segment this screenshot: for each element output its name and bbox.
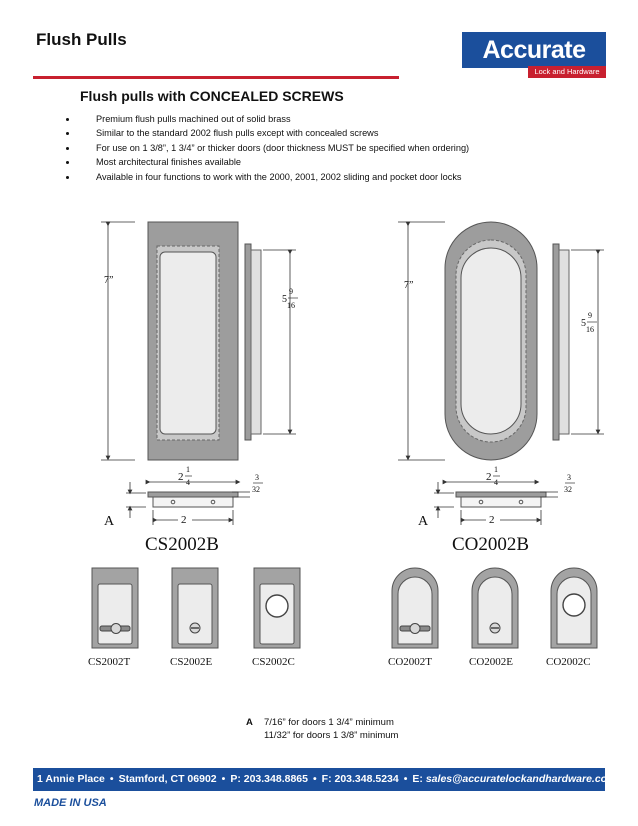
variant-label: CS2002E [170,656,213,668]
variant-label: CO2002C [546,656,591,668]
cs2002b-drawing [101,222,298,555]
cs2002c-thumb [252,568,300,668]
fax: F: 203.348.5234 [321,773,399,785]
feature-item: • Similar to the standard 2002 flush pulls except with concealed screws [78,126,598,140]
logo-tagline: Lock and Hardware [528,66,606,78]
feature-item: • Available in four functions to work with the 2000, 2001, 2002 sliding and pocket door locks [78,170,598,184]
email-link[interactable]: sales@accuratelockandhardware.com [425,773,617,785]
model-co2002b: CO2002B [452,534,530,555]
depth-den-2: 32 [564,485,572,494]
bottom-width-label: 2 [181,514,187,526]
note-line: 11/32” for doors 1 3/8” minimum [264,730,399,741]
note-key: A [246,717,253,728]
height-label-2: 7” [404,280,414,291]
variant-label: CO2002T [388,656,432,668]
feature-item: • Premium flush pulls machined out of solid brass [78,112,598,126]
note-line: 7/16” for doors 1 3/4” minimum [264,717,394,728]
technical-drawings [0,200,638,710]
feature-list [62,112,598,184]
inner-height-num: 9 [289,287,293,296]
width-whole-2: 2 [486,471,492,483]
model-cs2002b: CS2002B [145,534,219,555]
co2002c-thumb [546,568,597,668]
address: 1 Annie Place [37,773,105,785]
co2002b-drawing [398,222,604,555]
depth-den: 32 [252,485,260,494]
inner-height-whole: 5 [282,294,287,305]
feature-item: • For use on 1 3/8”, 1 3/4” or thicker doors (door thickness MUST be specified when ordering) [78,141,598,155]
width-den: 4 [186,478,190,487]
width-num: 1 [186,465,190,474]
inner-height-num-2: 9 [588,311,592,320]
height-label: 7” [104,275,114,286]
width-whole: 2 [178,471,184,483]
email-label: E: [412,773,423,785]
inner-height-den: 16 [287,301,295,310]
city: Stamford, CT 06902 [118,773,217,785]
co2002t-thumb [388,568,438,668]
bottom-width-label-2: 2 [489,514,495,526]
company-logo [462,32,606,78]
variant-label: CO2002E [469,656,513,668]
co2002e-thumb [469,568,518,668]
depth-num: 3 [255,473,259,482]
inner-height-whole-2: 5 [581,318,586,329]
made-in-usa: MADE IN USA [34,797,107,809]
width-den-2: 4 [494,478,498,487]
product-subtitle: Flush pulls with CONCEALED SCREWS [80,88,344,104]
variant-label: CS2002C [252,656,295,668]
page-title: Flush Pulls [36,30,127,49]
dimension-note [246,716,398,742]
a-marker: A [104,514,115,529]
inner-height-den-2: 16 [586,325,594,334]
a-marker-2: A [418,514,429,529]
depth-num-2: 3 [567,473,571,482]
logo-brand: Accurate [462,32,606,68]
cs2002t-thumb [88,568,138,668]
feature-item: • Most architectural finishes available [78,155,598,169]
cs2002e-thumb [170,568,218,668]
width-num-2: 1 [494,465,498,474]
contact-bar: 1 Annie Place • Stamford, CT 06902 • P: 203.348.8865 • F: 203.348.5234 • E: sales@accuratelockandhardware.com [33,768,605,791]
title-divider [33,76,399,79]
variant-label: CS2002T [88,656,131,668]
phone: P: 203.348.8865 [230,773,308,785]
